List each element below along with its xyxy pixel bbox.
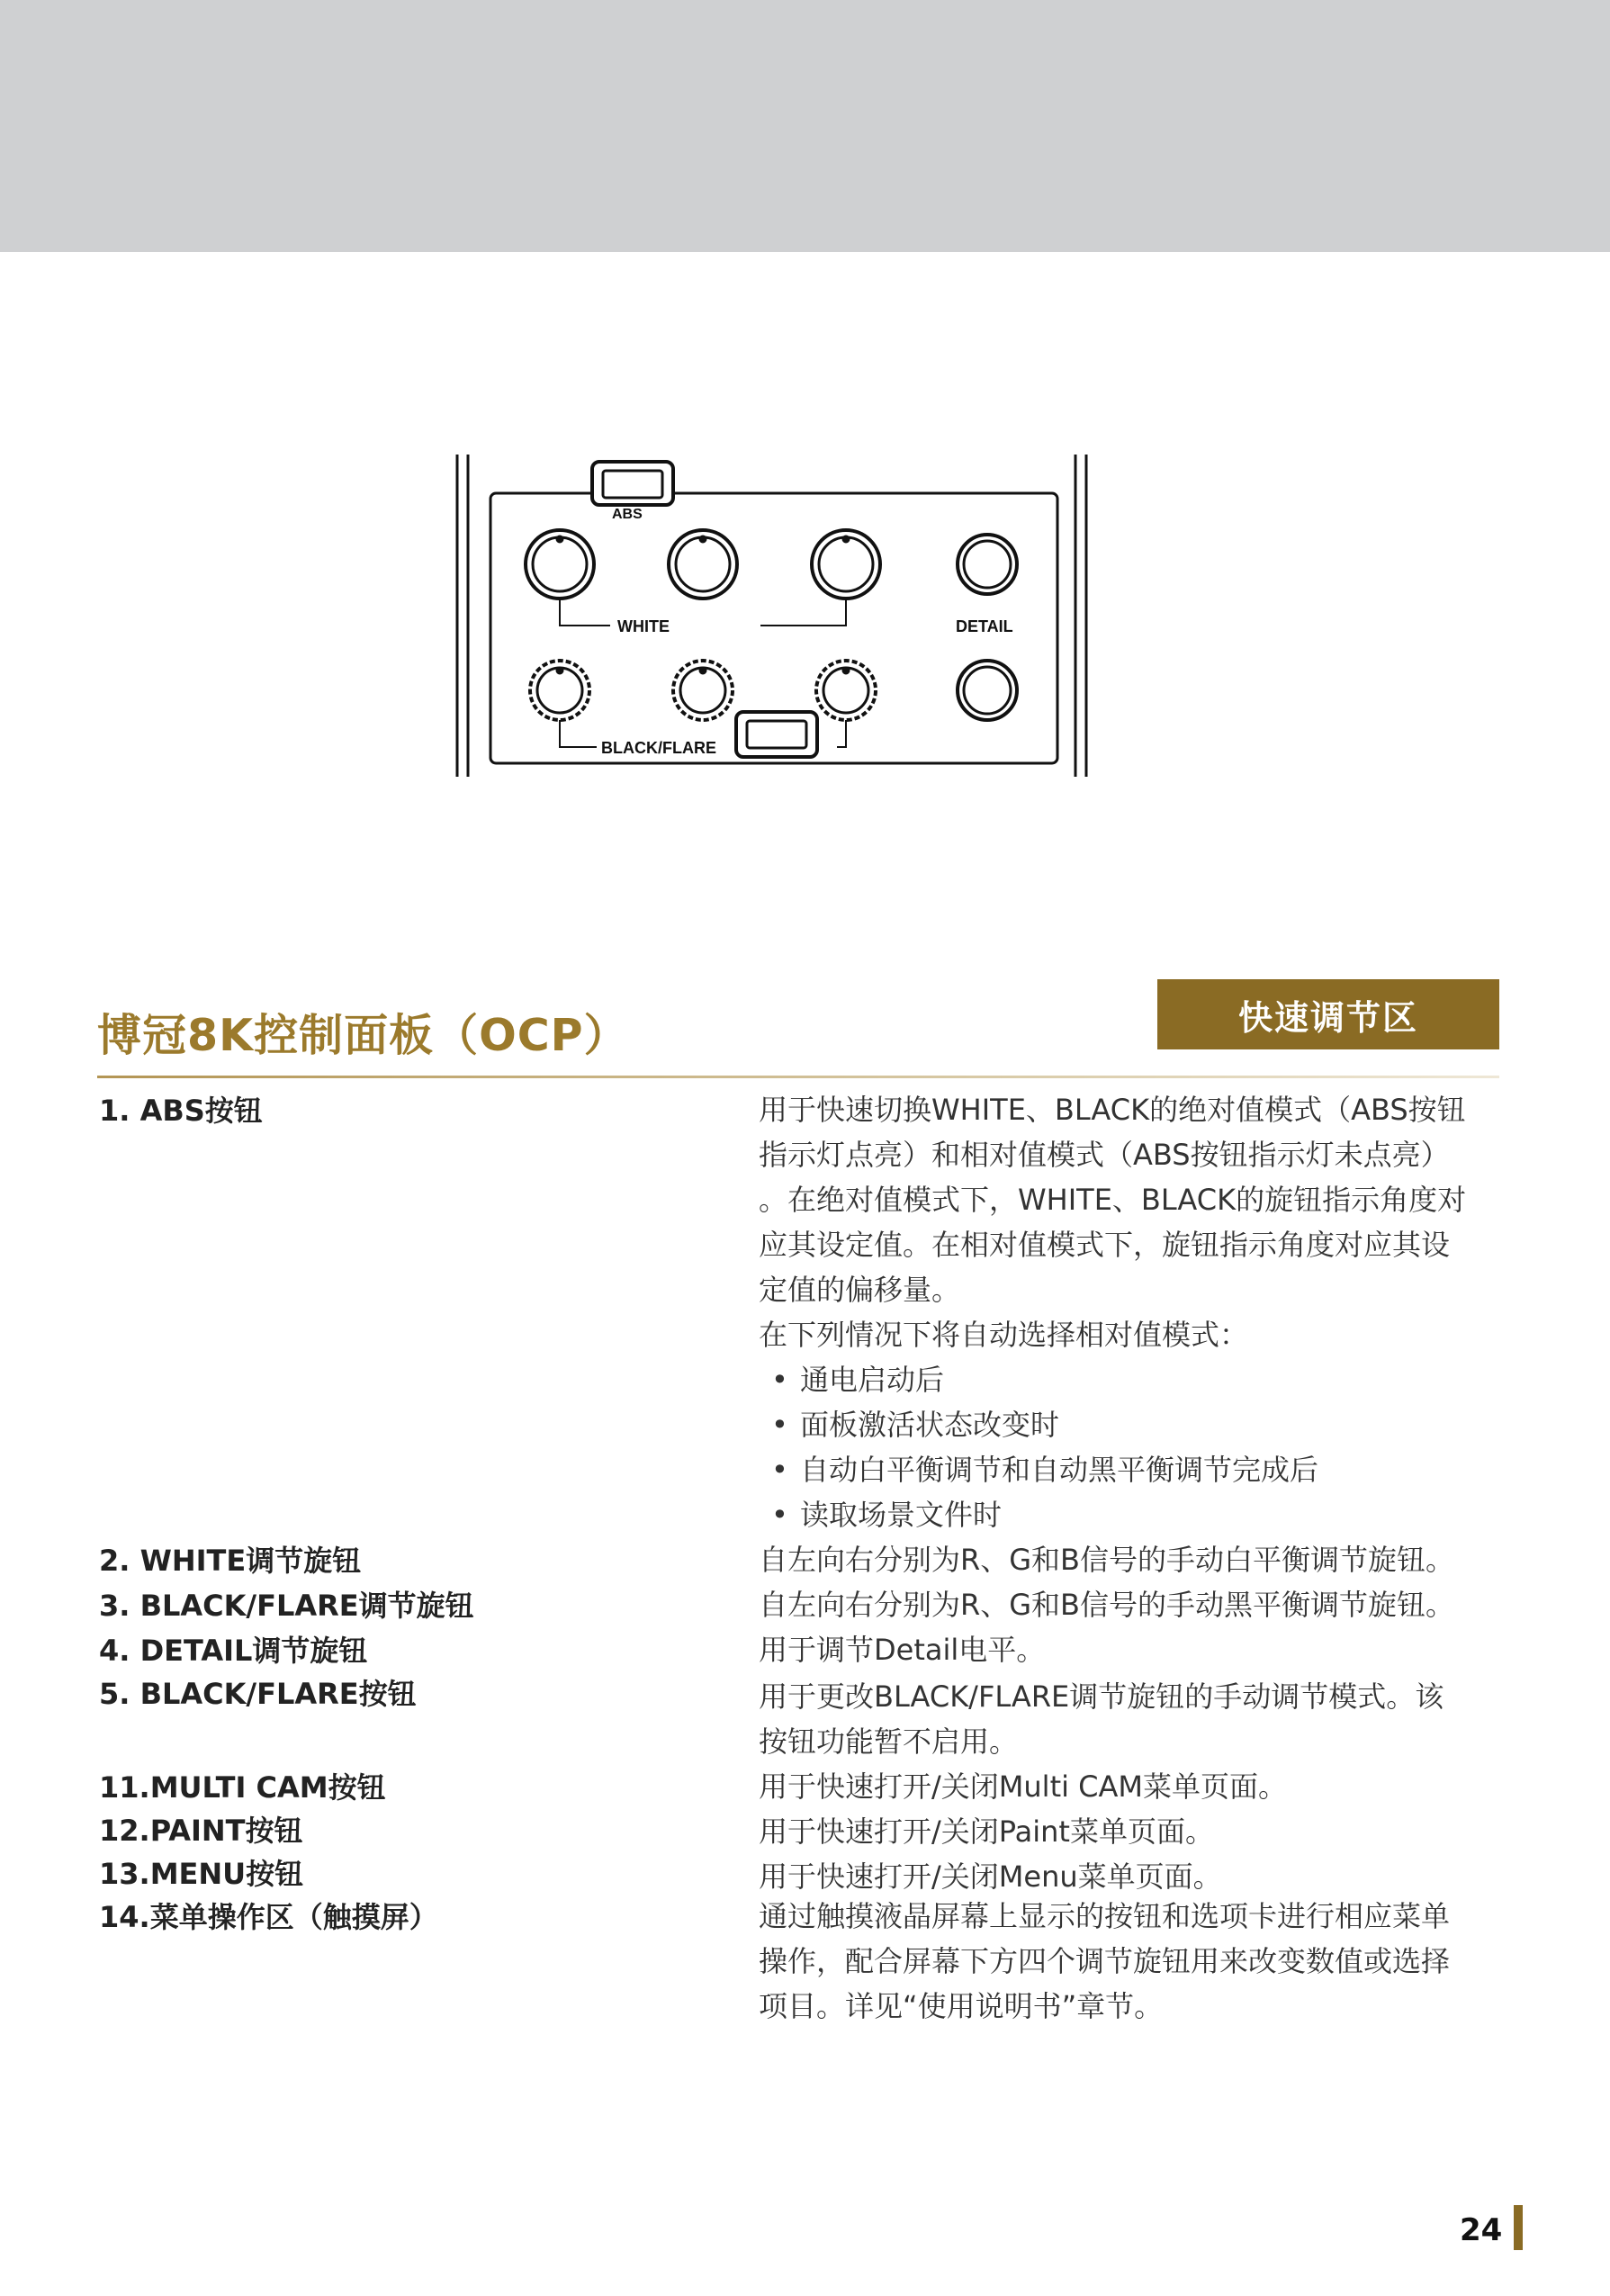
black-flare-button-shape [736, 712, 817, 757]
item-label-black-flare: 3. BLACK/FLARE调节旋钮 [99, 1589, 474, 1623]
header-band [0, 0, 1610, 252]
desc-line: 用于快速切换WHITE、BLACK的绝对值模式（ABS按钮 [759, 1093, 1466, 1127]
item-label-black-flare-button: 5. BLACK/FLARE按钮 [99, 1677, 417, 1711]
desc-black-flare-button [759, 1674, 1515, 1764]
detail-knob [958, 535, 1017, 594]
desc-line: 应其设定值。在相对值模式下，旋钮指示角度对应其设 [759, 1228, 1451, 1262]
bullet-text: 自动白平衡调节和自动黑平衡调节完成后 [800, 1453, 1319, 1487]
desc-menu: 用于快速打开/关闭Menu菜单页面。 [759, 1859, 1222, 1894]
black-flare-label: BLACK/FLARE [601, 739, 716, 757]
white-bracket [560, 599, 846, 626]
ocp-quick-adjust-diagram [450, 446, 1098, 788]
desc-white: 自左向右分别为R、G和B信号的手动白平衡调节旋钮。 [759, 1543, 1454, 1577]
bullet-text: 面板激活状态改变时 [800, 1408, 1060, 1442]
desc-line: 在下列情况下将自动选择相对值模式： [759, 1318, 1249, 1352]
bullet-text: 读取场景文件时 [800, 1498, 1003, 1532]
left-rail [457, 455, 468, 777]
bullet-icon: • [771, 1363, 788, 1397]
document-title: 博冠8K控制面板（OCP） [97, 1010, 629, 1061]
detail-knob-lower [958, 661, 1017, 720]
white-label: WHITE [617, 617, 670, 635]
item-label-touch: 14.菜单操作区（触摸屏） [99, 1900, 438, 1934]
item-label-detail: 4. DETAIL调节旋钮 [99, 1634, 368, 1668]
item-label-multicam: 11.MULTI CAM按钮 [99, 1770, 386, 1805]
desc-line: 指示灯点亮）和相对值模式（ABS按钮指示灯未点亮） [759, 1138, 1450, 1172]
desc-line: 用于更改BLACK/FLARE调节旋钮的手动调节模式。该 [759, 1679, 1444, 1714]
white-knob-b [812, 530, 880, 599]
desc-black-flare: 自左向右分别为R、G和B信号的手动黑平衡调节旋钮。 [759, 1588, 1454, 1622]
bullet-item [759, 1447, 1515, 1492]
bullet-item [759, 1357, 1515, 1402]
desc-paint: 用于快速打开/关闭Paint菜单页面。 [759, 1814, 1214, 1849]
item-label-abs: 1. ABS按钮 [99, 1094, 263, 1128]
white-knob-r [526, 530, 594, 599]
black-knob-r [530, 661, 589, 720]
white-knob-g [669, 530, 737, 599]
item-label-white: 2. WHITE调节旋钮 [99, 1544, 362, 1578]
bullet-icon: • [771, 1453, 788, 1487]
item-label-menu: 13.MENU按钮 [99, 1857, 304, 1891]
bullet-item [759, 1492, 1515, 1537]
desc-line: 定值的偏移量。 [759, 1273, 961, 1307]
bullet-text: 通电启动后 [800, 1363, 945, 1397]
bullet-item [759, 1402, 1515, 1447]
desc-touch [759, 1894, 1515, 2029]
black-knob-b [816, 661, 876, 720]
bullet-icon: • [771, 1498, 788, 1532]
desc-line: 通过触摸液晶屏幕上显示的按钮和选项卡进行相应菜单 [759, 1899, 1451, 1933]
desc-detail: 用于调节Detail电平。 [759, 1633, 1046, 1667]
section-tab: 快速调节区 [1157, 979, 1499, 1049]
desc-multicam: 用于快速打开/关闭Multi CAM菜单页面。 [759, 1769, 1288, 1804]
abs-label: ABS [612, 507, 643, 522]
detail-label: DETAIL [956, 617, 1013, 635]
page-number-accent-bar [1514, 2205, 1523, 2250]
desc-line: 操作，配合屏幕下方四个调节旋钮用来改变数值或选择 [759, 1944, 1451, 1978]
page-number: 24 [1460, 2212, 1503, 2248]
desc-line: 按钮功能暂不启用。 [759, 1724, 1019, 1759]
right-rail [1075, 455, 1086, 777]
abs-button-shape [592, 462, 673, 505]
desc-abs [759, 1087, 1515, 1537]
title-divider [97, 1076, 1499, 1078]
item-label-paint: 12.PAINT按钮 [99, 1814, 303, 1848]
bullet-icon: • [771, 1408, 788, 1442]
desc-line: 。在绝对值模式下，WHITE、BLACK的旋钮指示角度对 [759, 1183, 1467, 1217]
black-knob-g [673, 661, 733, 720]
desc-line: 项目。详见“使用说明书”章节。 [759, 1989, 1164, 2023]
